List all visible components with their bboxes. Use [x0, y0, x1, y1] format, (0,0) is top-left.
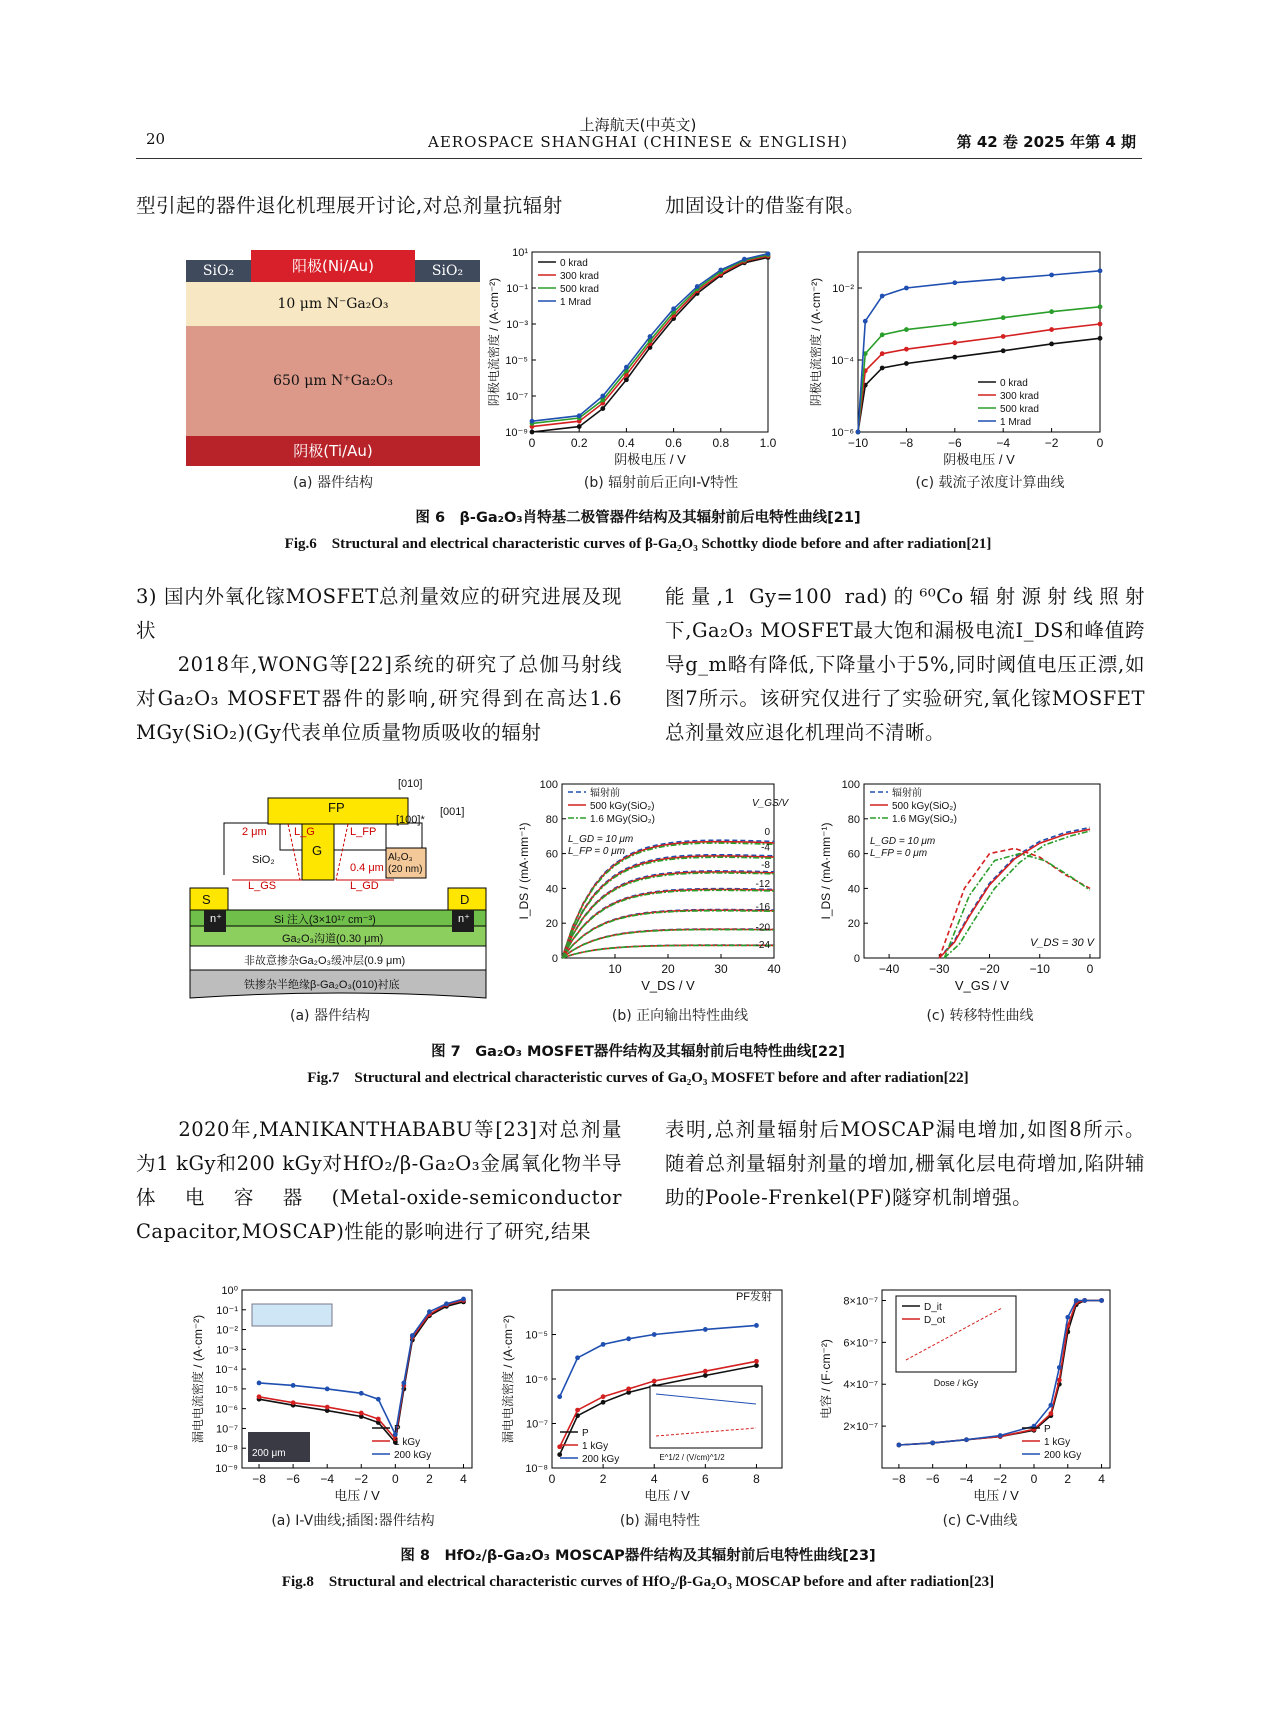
x-tick-label: 40: [767, 962, 781, 976]
legend-entry: 500 kGy(SiO₂): [590, 801, 655, 812]
data-point: [624, 365, 629, 370]
y-axis-label: 电容 / (F·cm⁻²): [819, 1339, 833, 1419]
fig7b-chart: [516, 774, 789, 996]
y-tick-label: 10⁻⁶: [525, 1374, 548, 1386]
section4-left: 2020年,MANIKANTHABABU等[23]对总剂量为1 kGy和200 kGy对HfO₂/β-Ga₂O₃金属氧化物半导体电容器(Metal-oxide-semiconductor Capacitor,MOSCAP)性能的影响进行了研究,结果: [136, 1118, 622, 1243]
header-rule: [136, 158, 1142, 159]
lfp-note: L_FP = 0 μm: [568, 846, 626, 857]
data-point: [671, 306, 676, 311]
x-tick-label: 8: [753, 1472, 760, 1486]
data-point: [952, 340, 957, 345]
x-tick-label: −40: [878, 962, 900, 976]
intro-right: 加固设计的借鉴有限。: [665, 194, 866, 217]
legend-entry: 辐射前: [590, 788, 620, 799]
data-point: [257, 1381, 262, 1386]
fig7a-label-d: D: [460, 892, 470, 907]
legend-entry: P: [394, 1424, 401, 1435]
data-point: [1098, 336, 1103, 341]
y-tick-label: 10⁻⁷: [525, 1418, 548, 1431]
fig7-caption-cn: 图 7 Ga₂O₃ MOSFET器件结构及其辐射前后电特性曲线[22]: [431, 1044, 845, 1060]
data-point: [1065, 1315, 1070, 1320]
legend-entry: 1 kGy: [1044, 1437, 1071, 1448]
fig7b-caption: (b) 正向输出特性曲线: [611, 1008, 749, 1024]
fig7a-label-al2o3: Al₂O₃ (20 nm): [388, 852, 423, 875]
x-tick-label: 2: [426, 1472, 433, 1486]
fig6a-layer-nminus: 10 μm N⁻Ga₂O₃: [186, 282, 480, 326]
data-point: [1001, 276, 1006, 281]
y-tick-label: 100: [539, 779, 558, 791]
y-tick-label: 80: [847, 813, 860, 826]
vgs-label: -8: [761, 860, 770, 872]
data-point: [1082, 1298, 1087, 1303]
data-point: [896, 1443, 901, 1448]
fig6b-chart: [486, 242, 776, 470]
data-point: [880, 351, 885, 356]
x-tick-label: 4: [650, 1472, 658, 1486]
x-tick-label: −20: [979, 962, 1000, 976]
fig7a-dim-04um: 0.4 μm: [350, 862, 384, 874]
y-tick-label: 10⁻⁹: [215, 1463, 238, 1475]
fig7a-nplus-left: n⁺: [210, 913, 222, 925]
x-tick-label: 0: [528, 436, 536, 450]
data-point: [575, 1408, 580, 1413]
data-point: [291, 1383, 296, 1388]
x-axis-label: 阴极电压 / V: [943, 452, 1015, 467]
y-tick-label: 60: [545, 848, 558, 861]
x-tick-label: −6: [286, 1472, 300, 1486]
fig7a-label-substrate: 铁掺杂半绝缘β-Ga₂O₃(010)衬底: [244, 979, 400, 991]
fig6a-anode: 阳极(Ni/Au): [251, 250, 415, 282]
lfp-note: L_FP = 0 μm: [870, 848, 928, 859]
x-tick-label: 2: [599, 1472, 607, 1486]
fig6a-cathode: 阴极(Ti/Au): [186, 436, 480, 466]
x-tick-label: 6: [701, 1472, 709, 1486]
data-point: [742, 257, 747, 262]
y-tick-label: 10⁻⁵: [505, 355, 528, 367]
data-point: [1048, 1403, 1053, 1408]
fig8c-chart: [818, 1280, 1118, 1506]
fig7a-label-lgd: L_GD: [350, 880, 379, 892]
data-point: [718, 268, 723, 273]
y-tick-label: 4×10⁻⁷: [843, 1379, 878, 1392]
data-point: [930, 1440, 935, 1445]
fig7a-nplus-right: n⁺: [458, 913, 470, 925]
data-point: [257, 1394, 262, 1399]
legend-entry: 200 kGy: [1044, 1450, 1082, 1461]
data-point: [952, 280, 957, 285]
x-tick-label: 10: [608, 962, 622, 976]
y-axis-label: I_DS / (mA·mm⁻¹): [517, 822, 531, 920]
y-tick-label: 10¹: [512, 247, 528, 259]
x-tick-label: −6: [925, 1472, 940, 1486]
fig7-caption-en: Fig.7 Structural and electrical characteristic curves of Ga₂O₃ MOSFET before and after radiation[22]: [307, 1070, 969, 1086]
legend-entry: 500 krad: [1000, 404, 1039, 415]
legend-entry: 0 krad: [560, 258, 588, 269]
y-tick-label: 10⁻⁶: [831, 427, 854, 439]
fig7a-label-lfp: L_FP: [350, 826, 377, 838]
x-tick-label: −6: [947, 436, 962, 450]
y-tick-label: 10⁻³: [506, 319, 528, 331]
issue-info: 第 42 卷 2025 年第 4 期: [956, 133, 1136, 151]
x-tick-label: −4: [996, 436, 1011, 450]
data-point: [427, 1309, 432, 1314]
fig7a-label-s: S: [202, 892, 211, 907]
data-point: [904, 286, 909, 291]
data-point: [703, 1369, 708, 1374]
fig6a-sio2-right: SiO₂: [415, 260, 480, 282]
x-tick-label: −30: [929, 962, 950, 976]
fig7a-dir-010: [010]: [398, 778, 423, 790]
y-tick-label: 6×10⁻⁷: [843, 1337, 878, 1350]
y-tick-label: 10⁻¹: [506, 283, 528, 295]
y-tick-label: 40: [847, 883, 860, 896]
x-tick-label: 30: [714, 962, 728, 976]
x-axis-label: 电压 / V: [334, 1488, 380, 1503]
fig8-caption-cn: 图 8 HfO₂/β-Ga₂O₃ MOSCAP器件结构及其辐射前后电特性曲线[23]: [400, 1548, 876, 1564]
data-point: [601, 1400, 606, 1405]
legend-entry: D_ot: [924, 1315, 946, 1326]
data-point: [880, 332, 885, 337]
fig8-caption-en: Fig.8 Structural and electrical characteristic curves of HfO₂/β-Ga₂O₃ MOSCAP before and after radiation[23]: [281, 1574, 995, 1590]
y-tick-label: 0: [853, 953, 860, 965]
legend-entry: 辐射前: [892, 788, 922, 799]
y-tick-label: 40: [545, 883, 558, 896]
x-tick-label: −2: [1044, 436, 1059, 450]
fig6a-caption: (a) 器件结构: [293, 475, 373, 491]
data-point: [952, 322, 957, 327]
data-point: [695, 284, 700, 289]
y-tick-label: 10⁻⁹: [505, 427, 528, 439]
data-point: [557, 1452, 562, 1457]
x-tick-label: 0: [391, 1472, 399, 1486]
inset-xlabel: Dose / kGy: [933, 1378, 979, 1388]
fig8a-chart: [190, 1280, 480, 1506]
y-tick-label: 100: [841, 779, 860, 791]
x-tick-label: −2: [354, 1472, 369, 1486]
legend-entry: 200 kGy: [394, 1450, 432, 1461]
x-tick-label: −8: [252, 1472, 266, 1486]
y-tick-label: 8×10⁻⁷: [843, 1295, 878, 1308]
series-line: [562, 890, 774, 959]
fig6a-layer-nplus: 650 μm N⁺Ga₂O₃: [186, 326, 480, 436]
data-point: [577, 424, 582, 429]
vgs-label: -4: [761, 842, 770, 854]
y-tick-label: 10⁰: [221, 1285, 238, 1297]
legend-entry: P: [582, 1428, 589, 1439]
data-point: [601, 1342, 606, 1347]
series-line: [562, 929, 774, 958]
x-tick-label: 0.4: [618, 436, 635, 450]
legend-entry: 0 krad: [1000, 378, 1028, 389]
journal-title-cn: 上海航天(中英文): [579, 116, 697, 134]
fig7a-dim-2um: 2 μm: [242, 826, 267, 838]
x-tick-label: −2: [993, 1472, 1008, 1486]
fig8b-caption: (b) 漏电特性: [619, 1513, 701, 1529]
y-axis-label: 阴极电流密度 / (A·cm⁻²): [487, 277, 501, 407]
x-tick-label: −8: [892, 1472, 906, 1486]
y-tick-label: 10⁻⁴: [215, 1364, 238, 1377]
x-tick-label: 0.2: [570, 436, 588, 450]
fig7a-label-sio2: SiO₂: [252, 854, 275, 866]
data-point: [1049, 309, 1054, 314]
y-tick-label: 80: [545, 813, 558, 826]
x-tick-label: 0: [1030, 1472, 1038, 1486]
data-point: [952, 355, 957, 360]
x-axis-label: V_GS / V: [954, 978, 1010, 993]
data-point: [461, 1297, 466, 1302]
data-point: [754, 1359, 759, 1364]
fig6-caption-en: Fig.6 Structural and electrical characteristic curves of β-Ga₂O₃ Schottky diode before and after radiation[21]: [284, 536, 992, 552]
data-point: [904, 347, 909, 352]
x-axis-label: 阴极电压 / V: [614, 452, 686, 467]
fig7a-dir-100: [100]*: [396, 814, 425, 826]
data-point: [863, 319, 868, 324]
vgs-label: -20: [755, 922, 770, 934]
x-axis-label: 电压 / V: [973, 1488, 1019, 1503]
series-line: [562, 930, 774, 958]
pf-note: PF发射: [735, 1291, 772, 1303]
fig6c-caption: (c) 载流子浓度计算曲线: [915, 475, 1065, 491]
data-point: [1098, 304, 1103, 309]
data-point: [1074, 1298, 1079, 1303]
scale-label: 200 μm: [252, 1448, 286, 1459]
series-line: [858, 338, 1100, 432]
y-axis-label: 漏电电流密度 / (A·cm⁻²): [501, 1314, 515, 1444]
data-point: [880, 366, 885, 371]
data-point: [530, 419, 535, 424]
data-point: [880, 294, 885, 299]
data-point: [577, 413, 582, 418]
series-line: [562, 890, 774, 958]
y-tick-label: 10⁻⁸: [525, 1463, 548, 1475]
data-point: [601, 1394, 606, 1399]
y-tick-label: 60: [847, 848, 860, 861]
y-tick-label: 10⁻⁷: [505, 391, 528, 403]
x-tick-label: 0: [1096, 436, 1104, 450]
x-tick-label: −4: [959, 1472, 974, 1486]
y-tick-label: 10⁻⁷: [215, 1423, 238, 1436]
x-tick-label: 20: [661, 962, 675, 976]
data-point: [600, 394, 605, 399]
data-point: [1099, 1298, 1104, 1303]
fig7a-label-lgs: L_GS: [248, 880, 277, 892]
data-point: [1001, 348, 1006, 353]
legend-entry: 1 kGy: [394, 1437, 421, 1448]
x-tick-label: −10: [847, 436, 869, 450]
data-point: [401, 1381, 406, 1386]
page-number: 20: [146, 130, 166, 148]
inset-frame: [896, 1296, 1016, 1372]
section3-left: 3) 国内外氧化镓MOSFET总剂量效应的研究进展及现状 2018年,WONG等[22]系统的研究了总伽马射线对Ga₂O₃ MOSFET器件的影响,研究得到在高达1.6 MGy(SiO₂)(Gy代表单位质量物质吸收的辐射: [136, 585, 622, 744]
series-line: [858, 307, 1100, 432]
fig7c-chart: [818, 774, 1108, 996]
data-point: [530, 430, 535, 435]
x-tick-label: 1.0: [759, 436, 777, 450]
data-point: [359, 1411, 364, 1416]
data-point: [410, 1333, 415, 1338]
data-point: [754, 1323, 759, 1328]
fig8b-chart: [500, 1280, 790, 1506]
legend-entry: 500 kGy(SiO₂): [892, 801, 957, 812]
legend-entry: D_it: [924, 1302, 942, 1313]
fig7a-label-channel: Ga₂O₃沟道(0.30 μm): [282, 933, 384, 945]
fig7a-dir-001: [001]: [440, 806, 465, 818]
data-point: [703, 1373, 708, 1378]
data-point: [964, 1437, 969, 1442]
series-line: [562, 929, 774, 958]
journal-title-en: AEROSPACE SHANGHAI (CHINESE & ENGLISH): [428, 133, 848, 151]
y-tick-label: 10⁻¹: [216, 1304, 238, 1317]
legend-entry: 1.6 MGy(SiO₂): [590, 814, 655, 825]
data-point: [557, 1394, 562, 1399]
data-point: [444, 1301, 449, 1306]
data-point: [1048, 1411, 1053, 1416]
fig7a-label-buffer: 非故意掺杂Ga₂O₃缓冲层(0.9 μm): [244, 955, 406, 967]
y-tick-label: 10⁻⁵: [215, 1383, 238, 1396]
data-point: [1049, 273, 1054, 278]
y-tick-label: 20: [545, 918, 558, 931]
legend-entry: 300 krad: [1000, 391, 1039, 402]
data-point: [1057, 1365, 1062, 1370]
y-tick-label: 10⁻³: [216, 1344, 238, 1357]
vds-note: V_DS = 30 V: [1030, 937, 1094, 949]
y-tick-label: 10⁻⁵: [525, 1329, 548, 1342]
data-point: [652, 1379, 657, 1384]
data-point: [652, 1332, 657, 1337]
legend-entry: 1.6 MGy(SiO₂): [892, 814, 957, 825]
data-point: [291, 1400, 296, 1405]
x-tick-label: 0: [1086, 962, 1094, 976]
legend-entry: 1 Mrad: [560, 297, 592, 308]
data-point: [359, 1391, 364, 1396]
x-tick-label: −4: [320, 1472, 335, 1486]
data-point: [703, 1327, 708, 1332]
data-point: [575, 1355, 580, 1360]
lgd-note: L_GD = 10 μm: [870, 836, 936, 847]
intro-left: 型引起的器件退化机理展开讨论,对总剂量抗辐射: [136, 194, 563, 217]
fig6a-sio2-left: SiO₂: [186, 260, 251, 282]
data-point: [626, 1386, 631, 1391]
fig8a-caption: (a) I-V曲线;插图:器件结构: [271, 1513, 435, 1529]
vgs-label: -24: [755, 940, 770, 952]
x-axis-label: V_DS / V: [641, 978, 695, 993]
legend-entry: 500 krad: [560, 284, 599, 295]
fig6a-structure: [186, 250, 480, 466]
x-axis-label: 电压 / V: [644, 1488, 690, 1503]
fig7a-label-implant: Si 注入(3×10¹⁷ cm⁻³): [274, 914, 376, 926]
data-point: [1098, 322, 1103, 327]
section4-right: 表明,总剂量辐射后MOSCAP漏电增加,如图8所示。随着总剂量辐射剂量的增加,栅氧化层电荷增加,陷阱辅助的Poole-Frenkel(PF)隧穿机制增强。: [665, 1118, 1145, 1209]
x-tick-label: 0: [548, 1472, 556, 1486]
x-tick-label: 2: [1064, 1472, 1072, 1486]
vgs-title: V_GS/V: [752, 798, 789, 809]
data-point: [754, 1363, 759, 1368]
data-point: [1001, 334, 1006, 339]
fig7a-label-g: G: [312, 843, 323, 858]
data-point: [904, 327, 909, 332]
y-tick-label: 2×10⁻⁷: [843, 1421, 878, 1434]
data-point: [600, 406, 605, 411]
y-tick-label: 10⁻²: [832, 283, 854, 295]
data-point: [1098, 268, 1103, 273]
y-axis-label: I_DS / (mA·mm⁻¹): [819, 822, 833, 920]
data-point: [998, 1433, 1003, 1438]
fig6-caption-cn: 图 6 β-Ga₂O₃肖特基二极管器件结构及其辐射前后电特性曲线[21]: [415, 510, 861, 526]
vgs-label: -12: [755, 879, 770, 891]
fig6b-caption: (b) 辐射前后正向I-V特性: [583, 475, 739, 491]
series-line: [858, 324, 1100, 432]
x-tick-label: −10: [1029, 962, 1050, 976]
data-point: [325, 1405, 330, 1410]
fig7c-caption: (c) 转移特性曲线: [926, 1008, 1034, 1024]
data-point: [1001, 315, 1006, 320]
fig7a-caption: (a) 器件结构: [290, 1008, 370, 1024]
section3-right: 能量,1 Gy=100 rad)的⁶⁰Co辐射源射线照射下,Ga₂O₃ MOSFET最大饱和漏极电流I_DS和峰值跨导g_m略有降低,下降量小于5%,同时阈值电压正漂,如图7所示。该研究仅进行了实验研究,氧化镓MOSFET总剂量效应退化机理尚不清晰。: [665, 585, 1145, 744]
data-point: [376, 1417, 381, 1422]
data-point: [648, 334, 653, 339]
y-tick-label: 10⁻⁴: [831, 355, 854, 367]
data-point: [1049, 327, 1054, 332]
x-tick-label: 0.8: [712, 436, 730, 450]
fig8c-caption: (c) C-V曲线: [942, 1513, 1018, 1529]
y-tick-label: 20: [847, 918, 860, 931]
inset-device: [252, 1304, 332, 1326]
data-point: [325, 1386, 330, 1391]
data-point: [904, 361, 909, 366]
lgd-note: L_GD = 10 μm: [568, 834, 634, 845]
data-point: [766, 251, 771, 256]
x-tick-label: −8: [899, 436, 914, 450]
legend-entry: P: [1044, 1424, 1051, 1435]
y-axis-label: 阴极电流密度 / (A·cm⁻²): [809, 277, 823, 407]
y-axis-label: 漏电电流密度 / (A·cm⁻²): [191, 1314, 205, 1444]
data-point: [1049, 342, 1054, 347]
y-tick-label: 0: [551, 953, 558, 965]
x-tick-label: 4: [1098, 1472, 1105, 1486]
vgs-label: -16: [755, 901, 770, 913]
data-point: [626, 1336, 631, 1341]
y-tick-label: 10⁻⁶: [215, 1403, 238, 1416]
legend-entry: 200 kGy: [582, 1454, 620, 1465]
data-point: [376, 1397, 381, 1402]
legend-entry: 1 kGy: [582, 1441, 609, 1452]
series-line: [562, 889, 774, 958]
fig7a-label-fp: FP: [328, 800, 345, 815]
inset-xlabel: E^1/2 / (V/cm)^1/2: [659, 1453, 725, 1462]
fig7a-label-lg: L_G: [294, 826, 315, 838]
fig6c-chart: [808, 242, 1108, 470]
vgs-label: 0: [764, 826, 770, 838]
data-point: [856, 430, 861, 435]
x-tick-label: 4: [460, 1472, 467, 1486]
legend-entry: 300 krad: [560, 271, 599, 282]
y-tick-label: 10⁻⁸: [215, 1443, 238, 1456]
legend-entry: 1 Mrad: [1000, 417, 1032, 428]
x-tick-label: 0.6: [665, 436, 682, 450]
y-tick-label: 10⁻²: [216, 1324, 238, 1337]
